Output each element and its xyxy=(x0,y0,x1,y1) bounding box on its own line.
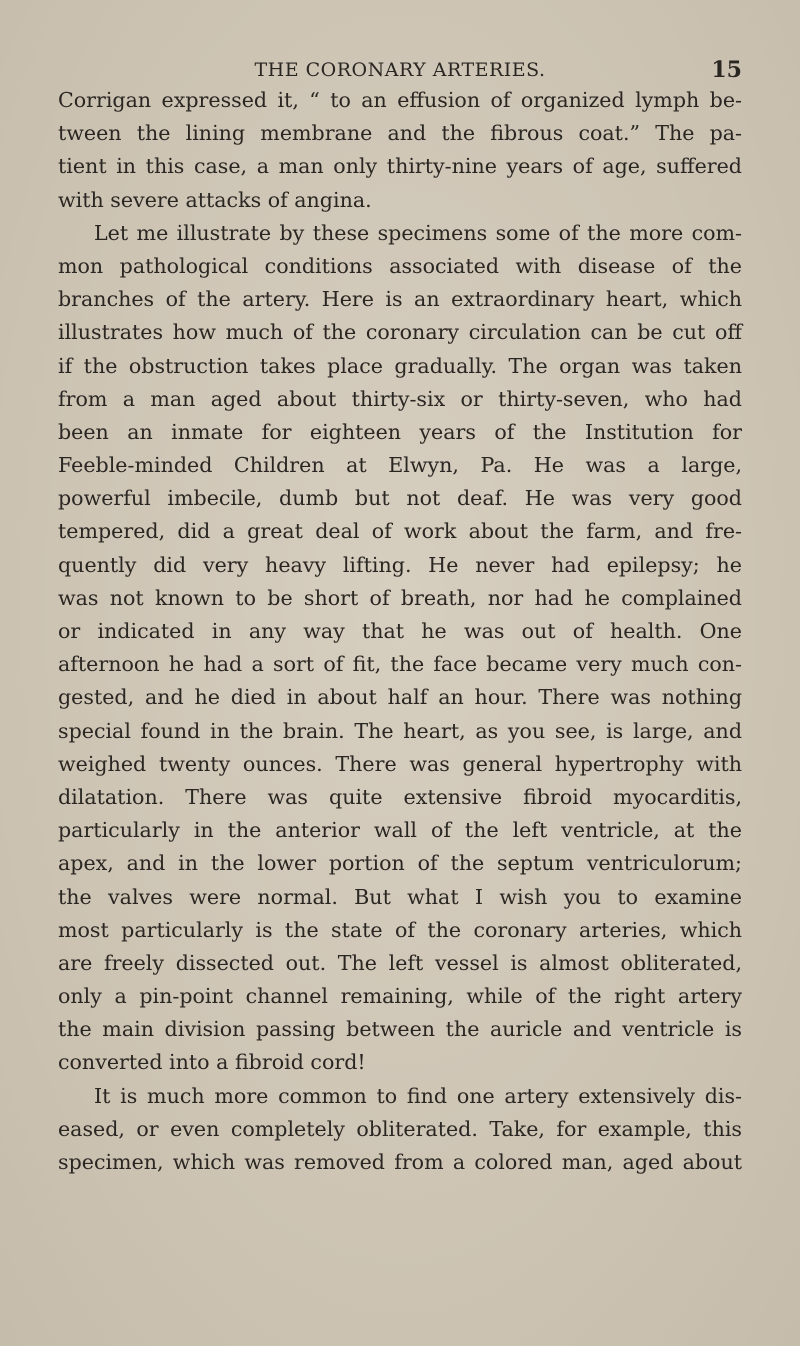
text-line: specimen, which was removed from a colored man, aged about xyxy=(58,1150,742,1174)
text-line: branches of the artery. Here is an extraordinary heart, which xyxy=(58,287,742,312)
page-header xyxy=(58,54,742,86)
text-line: gested, and he died in about half an hour. There was nothing xyxy=(58,685,742,710)
text-line: dilatation. There was quite extensive fibroid myocarditis, xyxy=(58,784,742,809)
text-line: tient in this case, a man only thirty-nine years of age, suffered xyxy=(58,154,742,179)
text-line: tween the lining membrane and the fibrous coat.” The pa- xyxy=(58,121,742,146)
text-line: quently did very heavy lifting. He never had epilepsy; he xyxy=(58,552,742,577)
text-line: converted into a fibroid cord! xyxy=(58,1050,366,1075)
text-line: apex, and in the lower portion of the septum ventriculorum; xyxy=(58,851,742,876)
text-line: are freely dissected out. The left vessel is almost obliterated, xyxy=(58,950,742,975)
text-line: most particularly is the state of the coronary arteries, which xyxy=(58,917,742,942)
text-line: particularly in the anterior wall of the left ventricle, at the xyxy=(58,818,742,843)
text-line: from a man aged about thirty-six or thirty-seven, who had xyxy=(58,386,742,411)
text-line: if the obstruction takes place gradually. The organ was taken xyxy=(58,353,742,378)
text-line: tempered, did a great deal of work about the farm, and fre- xyxy=(58,519,742,544)
text-line: Feeble-minded Children at Elwyn, Pa. He was a large, xyxy=(58,453,742,478)
page-number: 15 xyxy=(711,57,742,83)
text-line: afternoon he had a sort of fit, the face became very much con- xyxy=(58,652,742,677)
text-line: special found in the brain. The heart, as you see, is large, and xyxy=(58,718,742,743)
text-line: powerful imbecile, dumb but not deaf. He was very good xyxy=(58,486,742,511)
body-text xyxy=(58,84,742,1179)
text-line: Let me illustrate by these specimens some of the more com- xyxy=(94,220,742,245)
text-line: weighed twenty ounces. There was general hypertrophy with xyxy=(58,751,742,776)
text-line: Corrigan expressed it, “ to an effusion of organized lymph be- xyxy=(58,88,742,112)
text-line: only a pin-point channel remaining, while of the right artery xyxy=(58,984,742,1009)
text-line: with severe attacks of angina. xyxy=(58,187,372,212)
text-line: It is much more common to find one artery extensively dis- xyxy=(94,1083,742,1108)
running-head: THE CORONARY ARTERIES. xyxy=(254,59,546,81)
text-line: eased, or even completely obliterated. Take, for example, this xyxy=(58,1116,742,1141)
text-line: mon pathological conditions associated with disease of the xyxy=(58,253,742,278)
text-line: the main division passing between the auricle and ventricle is xyxy=(58,1017,742,1042)
text-line: was not known to be short of breath, nor had he complained xyxy=(58,585,742,610)
text-line: illustrates how much of the coronary circulation can be cut off xyxy=(58,320,742,345)
text-line: been an inmate for eighteen years of the Institution for xyxy=(58,419,742,444)
text-line: the valves were normal. But what I wish you to examine xyxy=(58,884,742,909)
text-line: or indicated in any way that he was out of health. One xyxy=(58,619,742,643)
